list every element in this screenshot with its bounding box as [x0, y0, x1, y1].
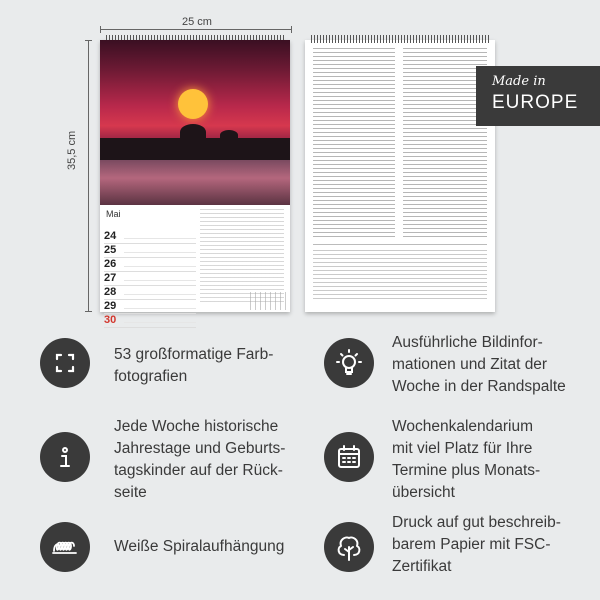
badge-top-text: Made in	[492, 74, 546, 89]
calendar-front-page	[100, 40, 290, 326]
date-row	[104, 244, 196, 258]
spiral-binding	[311, 35, 489, 43]
date-row	[104, 230, 196, 244]
tree-icon	[324, 522, 374, 572]
date-number: 29	[104, 300, 117, 312]
water-reflection	[100, 160, 290, 205]
feature-text-calendar: Wochenkalendarium mit viel Platz für Ihre Termine plus Monats- übersicht	[392, 418, 541, 501]
sun	[178, 89, 208, 119]
calendar-icon	[324, 432, 374, 482]
height-dimension-line	[88, 40, 89, 312]
date-number: 26	[104, 258, 117, 270]
info-icon	[40, 432, 90, 482]
width-dimension-label: 25 cm	[182, 16, 212, 28]
date-row	[104, 300, 196, 314]
made-in-europe-badge	[476, 66, 600, 126]
mini-month-calendar	[250, 292, 286, 310]
date-number-sunday: 30	[104, 314, 117, 326]
divider	[313, 244, 487, 245]
week-dates	[104, 230, 196, 328]
date-number: 25	[104, 244, 117, 256]
date-number: 28	[104, 286, 117, 298]
spiral-binding-icon	[40, 522, 90, 572]
date-number: 24	[104, 230, 117, 242]
horizon	[100, 138, 290, 160]
month-label: Mai	[106, 209, 121, 219]
feature-text-photos: 53 großformatige Farb- fotografien	[114, 346, 274, 385]
calendar-back-page	[305, 40, 495, 312]
text-column-right	[403, 48, 487, 238]
date-row	[104, 314, 196, 328]
sunset-photo	[100, 40, 290, 205]
date-row	[104, 286, 196, 300]
width-dimension-line	[100, 29, 292, 30]
height-dimension-label: 35,5 cm	[66, 130, 78, 170]
sidebar-text-placeholder	[200, 209, 284, 305]
feature-text-history: Jede Woche historische Jahrestage und Geburts- tagskinder auf der Rück- seite	[114, 418, 286, 501]
birthdays-block	[313, 250, 487, 300]
text-column-left	[313, 48, 395, 238]
feature-text-paper: Druck auf gut beschreib- barem Papier mit FSC- Zertifikat	[392, 514, 561, 575]
date-row	[104, 272, 196, 286]
lightbulb-icon	[324, 338, 374, 388]
date-number: 27	[104, 272, 117, 284]
feature-text-info: Ausführliche Bildinfor- mationen und Zitat der Woche in der Randspalte	[392, 334, 566, 395]
date-row	[104, 258, 196, 272]
badge-bottom-text: EUROPE	[492, 92, 579, 113]
feature-text-spiral: Weiße Spiralaufhängung	[114, 538, 285, 555]
crop-frame-icon	[40, 338, 90, 388]
